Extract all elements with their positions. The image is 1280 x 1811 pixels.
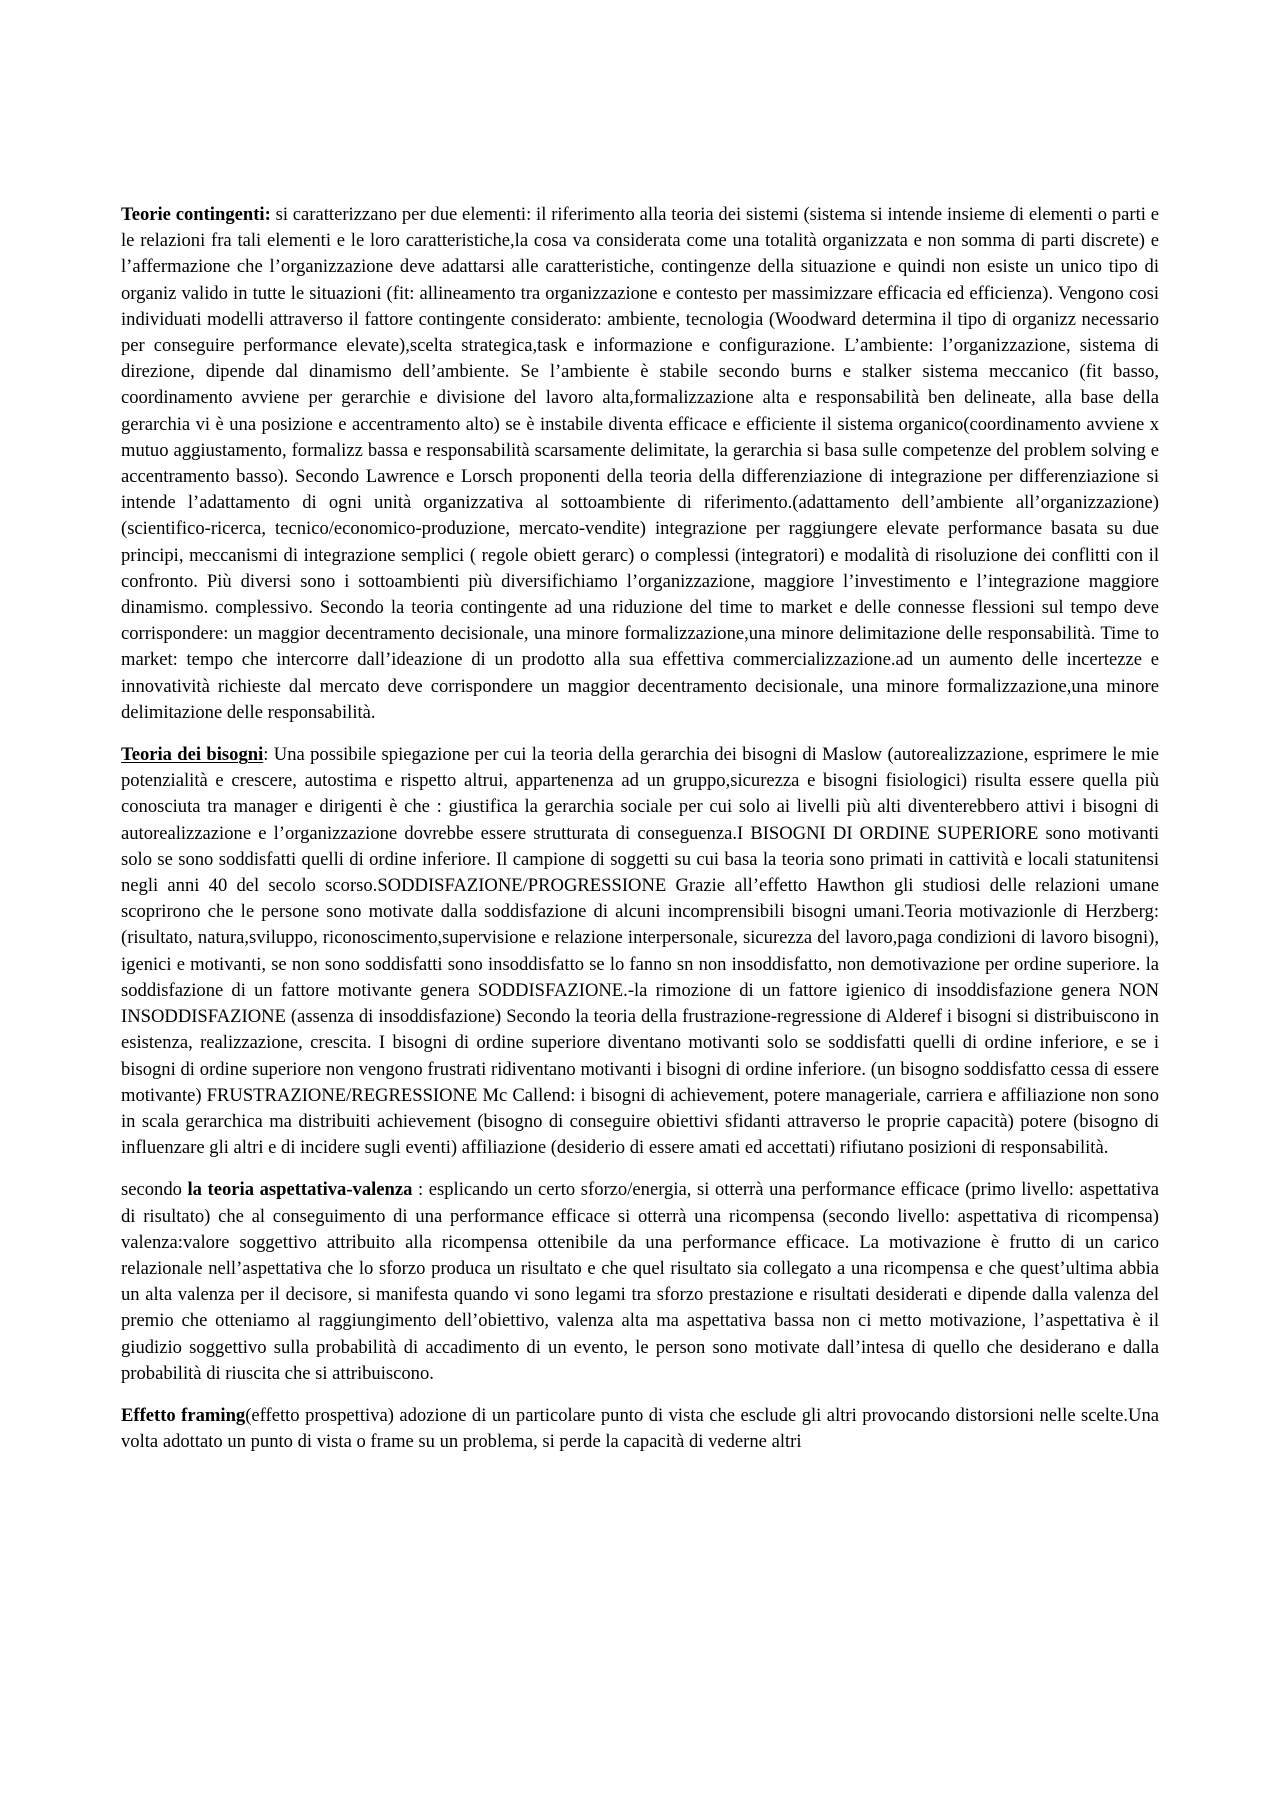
- heading-effetto-framing: Effetto framing: [121, 1404, 246, 1426]
- heading-aspettativa-valenza: la teoria aspettativa-valenza: [187, 1179, 413, 1201]
- paragraph-text: : esplicando un certo sforzo/energia, si otterrà una performance efficace (primo livello: aspettativa di risultato) che al conseguimento di una performance efficace si otterrà una ricompensa (secondo livello: aspettativa di ricompensa) valenza:valore soggettivo attribuito alla ricompensa ottenibile da una performance efficace. La motivazione è frutto di un carico relazionale nell’aspettativa che lo sforzo produca un risultato e che quel risultato sia collegato a una ricompensa e che quest’ultima abbia un alta valenza per il decisore, si manifesta quando vi sono legami tra sforzo prestazione e risultati desiderati e dipende dalla valenza del premio che otteniamo al raggiungimento dell’obiettivo, valenza alta ma aspettativa bassa non ci metto motivazione, l’aspettativa è il giudizio soggettivo sulla probabilità di accadimento di un evento, le person sono motivate dall’intesa di quello che desiderano e dalla probabilità di riuscita che si attribuiscono.: [121, 1179, 1160, 1384]
- heading-teorie-contingenti: Teorie contingenti:: [121, 204, 271, 225]
- paragraph-text: (effetto prospettiva) adozione di un particolare punto di vista che esclude gli altri provocando distorsioni nelle scelte.Una volta adottato un punto di vista o frame su un problema, si perde la capacità di vederne altri: [121, 1404, 1160, 1453]
- paragraph-text: : Una possibile spiegazione per cui la teoria della gerarchia dei bisogni di Maslow (autorealizzazione, esprimere le mie potenzialità e crescere, autostima e rispetto altrui, appartenenza ad un gruppo,sicurezza e bisogni fisiologici) risulta essere quella più conosciuta tra manager e dirigenti è che : giustifica la gerarchia sociale per cui solo ai livelli più alti diventerebbero attivi i bisogni di autorealizzazione e l’organizzazione dovrebbe essere strutturata di conseguenza.I BISOGNI DI ORDINE SUPERIORE sono motivanti solo se sono soddisfatti quelli di ordine inferiore. Il campione di soggetti su cui basa la teoria sono primati in cattività e locali statunitensi negli anni 40 del secolo scorso.SODDISFAZIONE/PROGRESSIONE Grazie all’effetto Hawthon gli studiosi delle relazioni umane scoprirono che le persone sono motivate dalla soddisfazione di alcuni incomprensibili bisogni umani.Teoria motivazionle di Herzberg: (risultato, natura,sviluppo, riconoscimento,supervisione e relazione interpersonale, sicurezza del lavoro,paga condizioni di lavoro bisogni), igenici e motivanti, se non sono soddisfatti sono insoddisfatto se lo fanno sn non insoddisfatto, non demotivazione per ordine superiore. la soddisfazione di un fattore motivante genera SODDISFAZIONE.-la rimozione di un fattore igienico di insoddisfazione genera NON INSODDISFAZIONE (assenza di insoddisfazione) Secondo la teoria della frustrazione-regressione di Alderef i bisogni si distribuiscono in esistenza, realizzazione, crescita. I bisogni di ordine superiore diventano motivanti solo se soddisfatti quelli di ordine inferiore, e se i bisogni di ordine superiore non vengono frustrati ridiventano motivanti i bisogni di ordine inferiore. (un bisogno soddisfatto cessa di essere motivante) FRUSTRAZIONE/REGRESSIONE Mc Callend: i bisogni di achievement, potere manageriale, carriera e affiliazione non sono in scala gerarchica ma distribuiti achievement (bisogno di conseguire obiettivi sfidanti attraverso le proprie capacità) potere (bisogno di influenzare gli altri e di incidere sugli eventi) affiliazione (desiderio di essere amati ed accettati) rifiutano posizioni di responsabilità.: [121, 744, 1159, 1159]
- heading-teoria-dei-bisogni: Teoria dei bisogni: [121, 744, 264, 766]
- paragraph-prefix: secondo: [121, 1179, 188, 1201]
- document-body: [121, 202, 1159, 1471]
- paragraph-text: si caratterizzano per due elementi: il riferimento alla teoria dei sistemi (sistema si intende insieme di elementi o parti e le relazioni fra tali elementi e le loro caratteristiche,la cosa va considerata come una totalità organizzata e non somma di parti discrete) e l’affermazione che l’organizzazione deve adattarsi alle caratteristiche, contingenze della situazione e quindi non esiste un unico tipo di organiz valido in tutte le situazioni (fit: allineamento tra organizzazione e contesto per massimizzare efficacia ed efficienza). Vengono cosi individuati modelli attraverso il fattore contingente considerato: ambiente, tecnologia (Woodward determina il tipo di organizz necessario per conseguire performance elevate),scelta strategica,task e informazione e configurazione. L’ambiente: l’organizzazione, sistema di direzione, dipende dal dinamismo dell’ambiente. Se l’ambiente è stabile secondo burns e stalker sistema meccanico (fit basso, coordinamento avviene per gerarchie e divisione del lavoro alta,formalizzazione alta e responsabilità ben delineate, alla base della gerarchia vi è una posizione e accentramento alto) se è instabile diventa efficace e efficiente il sistema organico(coordinamento avviene x mutuo aggiustamento, formalizz bassa e responsabilità scarsamente delimitate, la gerarchia si basa sulle competenze del problem solving e accentramento basso). Secondo Lawrence e Lorsch proponenti della teoria della differenziazione di integrazione per differenziazione si intende l’adattamento di ogni unità organizzativa al sottoambiente di riferimento.(adattamento dell’ambiente all’organizzazione) (scientifico-ricerca, tecnico/economico-produzione, mercato-vendite) integrazione per raggiungere elevate performance basata su due principi, meccanismi di integrazione semplici ( regole obiett gerarc) o complessi (integratori) e modalità di risoluzione dei conflitti con il confronto. Più diversi sono i sottoambienti più diversifichiamo l’organizzazione, maggiore l’investimento e l’integrazione maggiore dinamismo. complessivo. Secondo la teoria contingente ad una riduzione del time to market e delle connesse flessioni sul tempo deve corrispondere: un maggior decentramento decisionale, una minore formalizzazione,una minore delimitazione delle responsabilità. Time to market: tempo che intercorre dall’ideazione di un prodotto alla sua effettiva commercializzazione.ad un aumento delle incertezze e innovatività richieste dal mercato deve corrispondere un maggior decentramento decisionale, una minore formalizzazione,una minore delimitazione delle responsabilità.: [121, 204, 1159, 723]
- paragraph-teorie-contingenti: [121, 202, 1159, 726]
- paragraph-teoria-dei-bisogni: [121, 742, 1159, 1161]
- paragraph-aspettativa-valenza: [121, 1177, 1159, 1387]
- paragraph-effetto-framing: [121, 1403, 1159, 1455]
